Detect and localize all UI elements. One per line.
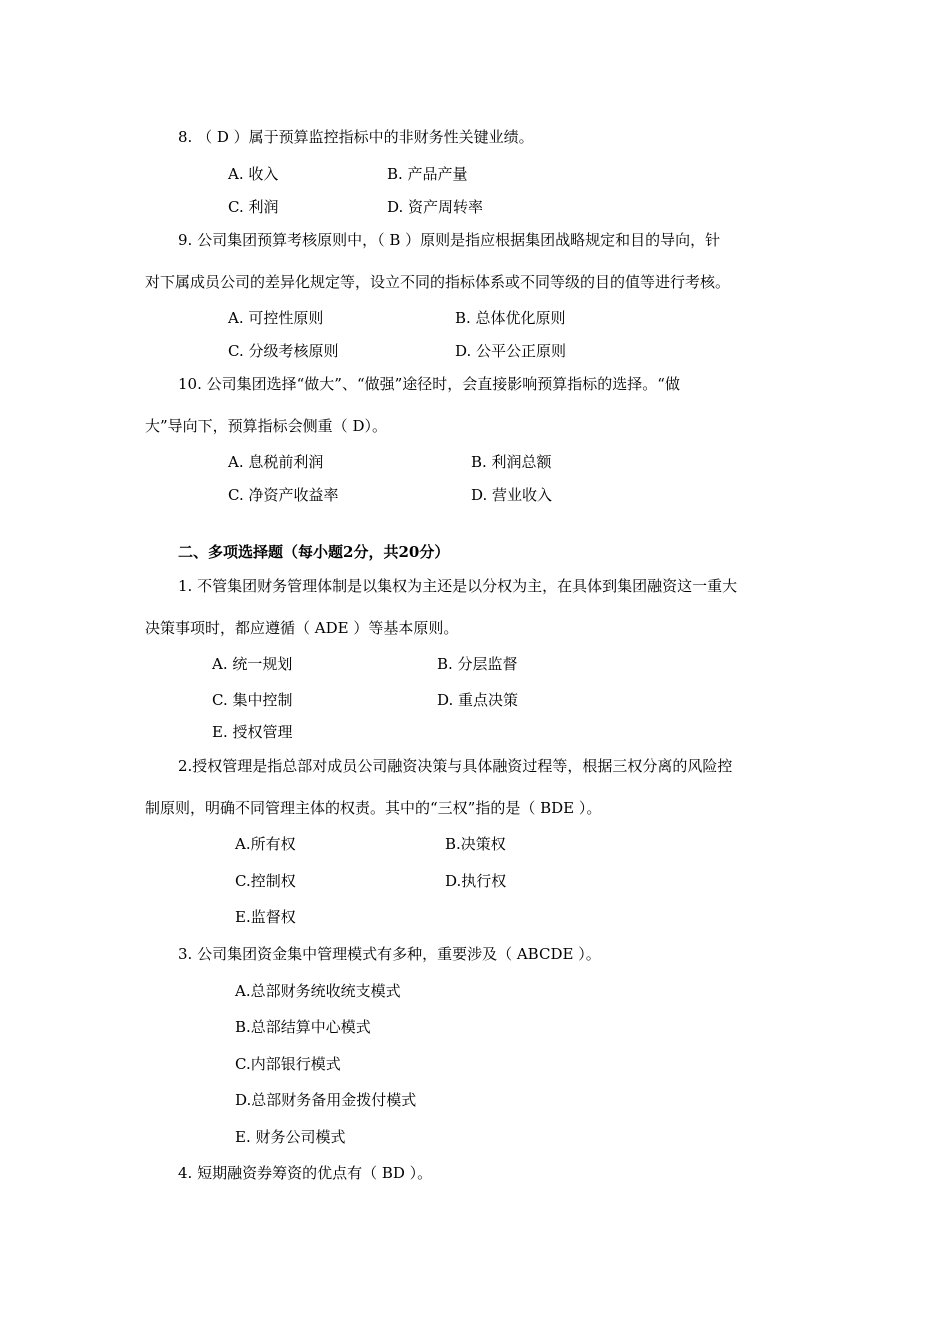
multi-question-2-stem-line1: 2.授权管理是指总部对成员公司融资决策与具体融资过程等，根据三权分离的风险控: [178, 757, 733, 775]
question-9-option-c: C. 分级考核原则: [228, 342, 339, 360]
multi-question-3-stem: 3. 公司集团资金集中管理模式有多种，重要涉及（ ABCDE ）。: [178, 945, 601, 963]
question-9-stem-line2: 对下属成员公司的差异化规定等，设立不同的指标体系或不同等级的目的值等进行考核。: [145, 273, 731, 291]
multi-question-2-option-a: A.所有权: [235, 835, 296, 853]
question-10-stem-line1: 10. 公司集团选择“做大”、“做强”途径时，会直接影响预算指标的选择。“做: [178, 375, 680, 393]
question-8-stem: 8. （ D ）属于预算监控指标中的非财务性关键业绩。: [178, 128, 534, 146]
question-10-stem-line2: 大”导向下，预算指标会侧重（ D）。: [145, 417, 387, 435]
multi-question-3-option-e: E. 财务公司模式: [235, 1128, 346, 1146]
multi-question-1-option-b: B. 分层监督: [437, 655, 518, 673]
question-10-option-d: D. 营业收入: [471, 486, 553, 504]
multi-question-3-option-b: B.总部结算中心模式: [235, 1018, 371, 1036]
question-9-option-b: B. 总体优化原则: [455, 309, 566, 327]
question-8-option-c: C. 利润: [228, 198, 279, 216]
multi-question-3-option-d: D.总部财务备用金拨付模式: [235, 1091, 417, 1109]
section-heading: 二、多项选择题（每小题2分，共20分）: [178, 543, 450, 561]
question-9-stem-line1: 9. 公司集团预算考核原则中，（ B ）原则是指应根据集团战略规定和目的导向，针: [178, 231, 721, 249]
multi-question-2-option-c: C.控制权: [235, 872, 296, 890]
multi-question-2-stem-line2: 制原则，明确不同管理主体的权责。其中的“三权”指的是（ BDE ）。: [145, 799, 602, 817]
multi-question-3-option-a: A.总部财务统收统支模式: [235, 982, 401, 1000]
multi-question-1-stem-line1: 1. 不管集团财务管理体制是以集权为主还是以分权为主，在具体到集团融资这一重大: [178, 577, 738, 595]
multi-question-1-option-e: E. 授权管理: [212, 723, 293, 741]
question-10-option-c: C. 净资产收益率: [228, 486, 339, 504]
question-8-option-b: B. 产品产量: [387, 165, 468, 183]
multi-question-1-option-d: D. 重点决策: [437, 691, 519, 709]
multi-question-2-option-e: E.监督权: [235, 908, 296, 926]
multi-question-2-option-d: D.执行权: [445, 872, 507, 890]
multi-question-4-stem: 4. 短期融资券筹资的优点有（ BD ）。: [178, 1164, 433, 1182]
multi-question-1-option-a: A. 统一规划: [212, 655, 293, 673]
question-8-option-a: A. 收入: [228, 165, 279, 183]
question-9-option-d: D. 公平公正原则: [455, 342, 567, 360]
multi-question-3-option-c: C.内部银行模式: [235, 1055, 341, 1073]
question-9-option-a: A. 可控性原则: [228, 309, 324, 327]
multi-question-1-stem-line2: 决策事项时，都应遵循（ ADE ）等基本原则。: [145, 619, 459, 637]
question-8-option-d: D. 资产周转率: [387, 198, 484, 216]
question-10-option-a: A. 息税前利润: [228, 453, 324, 471]
multi-question-1-option-c: C. 集中控制: [212, 691, 293, 709]
question-10-option-b: B. 利润总额: [471, 453, 552, 471]
multi-question-2-option-b: B.决策权: [445, 835, 506, 853]
